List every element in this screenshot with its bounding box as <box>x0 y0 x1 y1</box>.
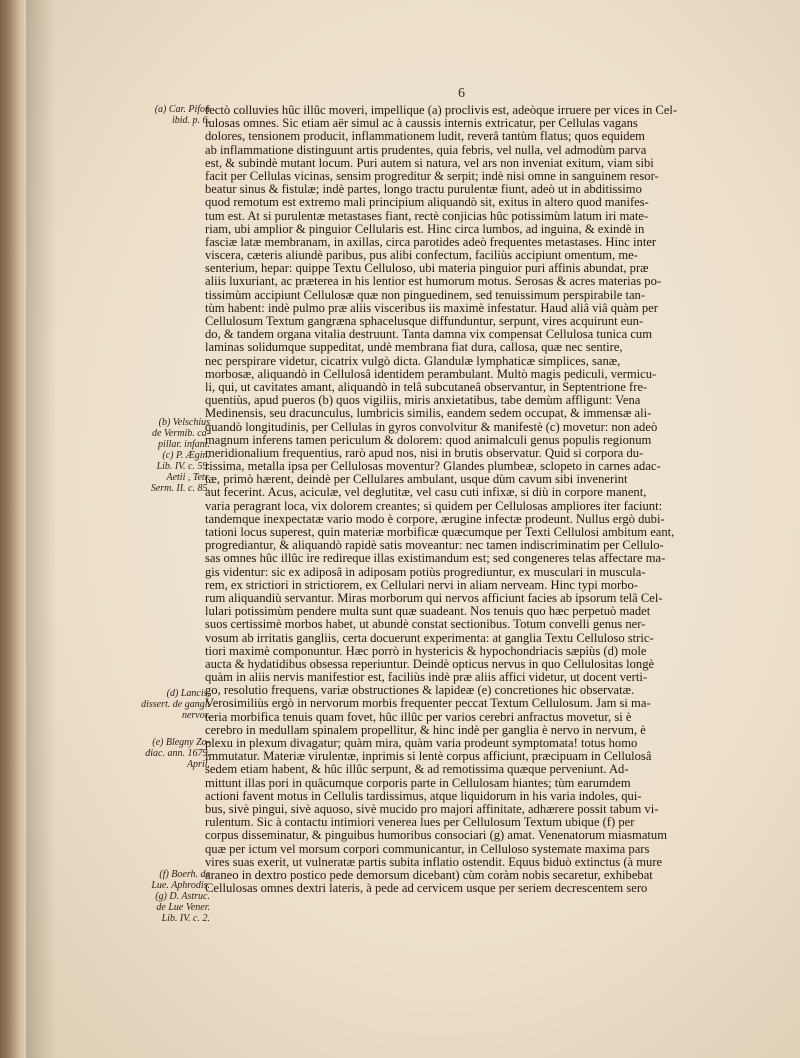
text-line: bus, sivè pingui, sivè aquoso, sivè mucido pro majori affinitate, adhærere possit tabum vi- <box>205 802 659 816</box>
text-line: laminas solidumque suppeditat, undè membrana fiat dura, callosa, quæ nec sentire, <box>205 341 623 355</box>
margin-note-line: (b) Velschius <box>158 417 210 428</box>
text-line: riam, ubi amplior & pinguior Cellularis est. Hinc circa lumbos, ad inguina, & exindè in <box>205 222 645 236</box>
text-line: plexu in plexum divagatur; quàm mira, quàm varia prodeunt symptomata! totus homo <box>205 737 638 750</box>
text-line: li, qui, ut cavitates amant, aliquandò in telâ subcutaneâ observantur, in Septentrione fre- <box>205 380 648 394</box>
book-binding <box>0 0 26 1058</box>
text-line: rem, ex strictiori in strictiorem, ex Cellulari nervi in aliam nerveam. Hinc typi morbo- <box>205 578 638 592</box>
text-line: sedem etiam habent, & hûc illûc serpunt, & ad remotissima quæque perveniunt. Ad- <box>205 763 629 777</box>
margin-note-line: Lue. Aphrodis. <box>151 880 210 891</box>
margin-note-line: dissert. de gangl. <box>141 699 210 710</box>
text-line: dolores, tensionem producit, inflammationem ludit, reverâ tantùm flatus; quos equidem <box>205 130 645 144</box>
text-line: Medinensis, seu dracunculus, lumbricis similis, eandem sedem occupat, & immensæ ali- <box>205 407 652 421</box>
text-line: tationi locus superest, quin materiæ morbificæ quæcumque per Texti Cellulosi ambitum eant, <box>205 526 675 539</box>
text-line: Cellulosum Textum gangræna sphacelusque diffunduntur, serpunt, vires acquirunt eun- <box>205 315 644 328</box>
margin-note-line: Serm. II. c. 85. <box>150 483 210 494</box>
margin-note-line: (f) Boerh. de <box>159 869 210 880</box>
text-line: lulari potissimùm pendere multa sunt quæ suadeant. Nos tenuis quo hæc perpetuò madet <box>205 605 651 619</box>
margin-note-line: (d) Lancis. <box>166 688 210 699</box>
text-line: rum aliquandiù servantur. Miras morborum qui nervos afficiunt facies ab ipsorum telâ Cel- <box>205 591 663 605</box>
text-line: quæ per ictum vel morsum corpori communicantur, in Celluloso systemate maxima pars <box>205 842 650 856</box>
text-line: tæ, primò hærent, deindè per Cellulares ambulant, usque dùm cavum sibi invenerint <box>205 473 628 487</box>
text-line: progrediantur, & aliquandò rapidè satis moveantur: nec tamen indiscriminatim per Cellulo- <box>205 539 664 553</box>
margin-note-line: de Lue Vener. <box>156 902 210 913</box>
text-line: do, & tandem organa vitalia destruunt. Tanta damna vix compensat Cellulosa tunica cum <box>205 328 653 342</box>
text-line: magnum inferens tamen periculum & dolorem: quod animalculi genus populis regionum <box>205 433 652 447</box>
text-line: go, resolutio frequens, variæ obstructiones & lapideæ (e) concretiones hic observatæ. <box>205 684 635 698</box>
text-line: rulentum. Sic à contactu intimiori venerea lues per Cellulosum Textum ubique (f) per <box>205 816 635 830</box>
text-line: Cellulosas omnes dextri lateris, à pede ad cervicem usque per seriem decrescentem sero <box>205 882 648 896</box>
margin-note-line: Lib. IV. c. 59. <box>156 461 210 472</box>
text-line: lulosas omnes. Sic etiam aër simul ac à caussis internis extricatur, per Cellulas vagans <box>205 117 638 131</box>
text-line: vires suas exerit, ut vulneratæ partis subita inflatio ostendit. Equus biduò extinctus (à mure <box>205 855 663 869</box>
text-line: ab inflammatione distinguunt artis prudentes, quia febris, vel nulla, vel admodùm parva <box>205 143 647 157</box>
text-line: suos certissimè morbos habet, ut abundè constat sectionibus. Totum convelli genus ner- <box>205 618 646 632</box>
margin-note-e <box>118 737 210 770</box>
gutter-shadow <box>26 0 56 1058</box>
text-line: viscera, cæteris aliundè paribus, pus alibi confectum, faciliùs accipiunt omentum, me- <box>205 249 638 263</box>
margin-note-line: Lib. IV. c. 2. <box>161 913 210 924</box>
text-line: quod remotum est extremo mali principium aliquandò sit, exitus in altero quod manifes- <box>205 196 649 210</box>
text-line: varia peragrant loca, vix dolorem creantes; si quidem per Cellulosas ampliores iter faciunt: <box>205 499 663 513</box>
text-line: tùm habent: indè pulmo præ aliis visceribus iis maximè infestatur. Haud aliâ viâ quàm per <box>205 301 658 315</box>
text-line: mittunt illas pori in quâcumque corporis parte in Cellulosam hiantes; tùm earumdem <box>205 776 631 790</box>
margin-note-d <box>118 688 210 721</box>
text-line: vosum ab irritatis gangliis, certa docuerunt experimenta: at ganglia Textu Celluloso stric- <box>205 631 654 645</box>
text-line: cerebro in medullam spinalem propellitur, & hinc indè per ganglia è nervo in nervum, è <box>205 723 646 737</box>
margin-note-line: nervor. <box>181 710 210 721</box>
margin-note-f-g <box>118 869 210 924</box>
margin-note-line: ibid. p. 6. <box>171 115 210 126</box>
text-line: senterium, hepar: quippe Textu Celluloso, ubi materia pinguior puri affinis abundat, præ <box>205 262 649 276</box>
text-line: sas omnes hûc illûc ire redireque illas existimandum est; sed congeneres telas affectare ma- <box>205 552 666 566</box>
text-line: tissimùm accipiunt Cellulosæ quæ non pinguedinem, sed tenuissimum perspirabile tan- <box>205 288 646 302</box>
text-line: Verosimiliùs ergò in nervorum morbis frequenter peccat Textum Cellulosum. Jam si ma- <box>205 697 651 711</box>
text-line: morbosæ, aliquandò in Cellulosâ identidem perambulant. Multò magis pediculi, vermicu- <box>205 367 657 381</box>
text-line: facit per Cellulas vicinas, sensim progreditur & serpit; indè nisi omne in sanguinem resor- <box>205 169 659 183</box>
margin-note-line: (e) Blegny Zo- <box>152 737 210 748</box>
text-line: teria morbifica tenuis quam fovet, hûc illûc per varios cerebri anfractus movetur, si è <box>205 710 632 724</box>
body-text <box>205 104 771 895</box>
text-line: actioni favent motus in Cellulis tardissimus, atque liquidorum in his varia indoles, qui- <box>205 789 642 803</box>
text-line: tiori maximè componuntur. Hæc porrò in hystericis & hypochondriacis sæpiùs (d) mole <box>205 644 647 658</box>
text-line: est, & subindè mutant locum. Puri autem si natura, vel ars non inveniat exitum, viam sibi <box>205 156 654 170</box>
margin-note-a <box>118 104 210 126</box>
text-line: tum est. At si purulentæ metastases fiant, rectè conjicias hûc potissimùm latum iri mate- <box>205 209 649 223</box>
text-line: aliis luxuriant, ac præterea in his lentior est humorum motus. Serosas & acres materias po- <box>205 275 662 289</box>
margin-note-line: (c) P. Ægin. <box>162 450 210 461</box>
margin-note-line: pillar. infant. <box>158 439 210 450</box>
text-line: araneo in dextro postico pede demorsum dicebant) cùm coràm nobis secaretur, exhibebat <box>205 868 653 882</box>
margin-note-line: (g) D. Astruc. <box>155 891 210 902</box>
text-line: quentiùs, apud pueros (b) quos vigiliis, miris anxietatibus, tabe demùm affligunt: Vena <box>205 394 641 408</box>
margin-note-b <box>118 417 210 494</box>
margin-note-line: Aetii , Tetr. <box>166 472 210 483</box>
text-line: rissima, metalla ipsa per Cellulosas moventur? Glandes plumbeæ, sclopeto in carnes adac- <box>205 460 661 474</box>
margin-note-line: April. <box>186 759 210 770</box>
text-line: quandò longitudinis, per Cellulas in gyros convolvitur & manifestè (c) movetur: non adeò <box>205 420 658 434</box>
text-line: corpus disseminatur, & pinguibus humoribus consociari (g) amat. Venenatorum miasmatum <box>205 829 668 843</box>
margin-note-line: diac. ann. 1679. <box>145 748 210 759</box>
text-line: fectò colluvies hûc illûc moveri, impellique (a) proclivis est, adeòque irruere per vices in Cel- <box>205 104 678 117</box>
margin-note-line: (a) Car. Pifon <box>154 104 210 115</box>
page-number: 6 <box>458 86 465 101</box>
text-line: nec perspirare videtur, cicatrix vulgò dicta. Glandulæ lymphaticæ simplices, sanæ, <box>205 354 621 368</box>
text-line: beatur sinus & fistulæ; indè partes, longo tractu purulentæ fiunt, adeò ut in abditissimo <box>205 183 642 197</box>
text-line: immutatur. Materiæ virulentæ, inprimis si lentè corpus afficiunt, præcipuam in Cellulosâ <box>205 750 652 764</box>
text-line: tandemque inexpectatæ vario modo è corpore, ærugine infectæ prodeunt. Nullus ergò dubi- <box>205 512 665 526</box>
text-line: aucta & hydatidibus obsessa reperiuntur. Deindè opticus nervus in quo Cellulositas longè <box>205 657 655 671</box>
text-line: meridionalium frequentius, rarò apud nos, nisi in brutis observatur. Quid si corpora du- <box>205 446 644 460</box>
text-line: aut fecerint. Acus, aciculæ, vel deglutitæ, vel casu cuti infixæ, si diù in corpore manent, <box>205 486 647 500</box>
text-line: quàm in aliis nervis manifestior est, faciliùs indè præ aliis affici videtur, ut docent verti- <box>205 671 648 685</box>
margin-note-line: de Vermib. ca- <box>151 428 210 439</box>
text-line: gis videntur: sic ex adiposâ in adiposam potiùs progrediuntur, ex musculari in muscula- <box>205 565 646 579</box>
text-line: fasciæ latæ membranam, in axillas, circa parotides adeò frequentes metastases. Hinc inter <box>205 235 657 249</box>
